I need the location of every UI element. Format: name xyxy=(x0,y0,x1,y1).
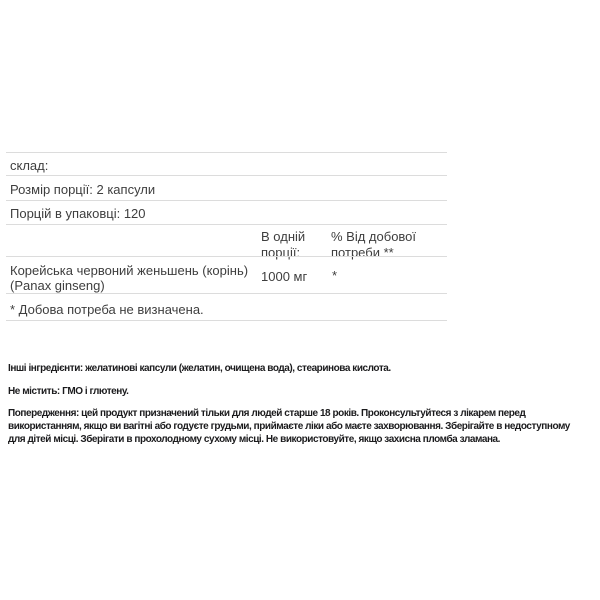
ingredient-daily-value: * xyxy=(332,268,338,283)
warning-line-1: Попередження: цей продукт призначений тільки для людей старше 18 років. Проконсультуйтеся з лікарем перед xyxy=(8,408,526,419)
servings-per-container-text: Порцій в упаковці: 120 xyxy=(10,206,146,221)
table-row-composition xyxy=(6,152,447,175)
warning-line-3: для дітей місці. Зберігати в прохолодному сухому місці. Не використовуйте, якщо захисна пломба зламана. xyxy=(8,434,500,445)
product-details-text xyxy=(8,362,598,446)
warning-text xyxy=(8,407,598,446)
col-header-per-serving: В одній порції: xyxy=(261,229,306,260)
warning-line-2: використанням, якщо ви вагітні або годуєте грудьми, приймаєте ліки або маєте захворювання. Зберігайте в недоступному xyxy=(8,421,570,432)
table-row-servings-per-container xyxy=(6,200,447,224)
supplement-facts-table xyxy=(6,152,447,321)
composition-label: склад: xyxy=(10,158,49,173)
table-row-serving-size xyxy=(6,175,447,200)
ingredient-name-line1: Корейська червоний женьшень (корінь) xyxy=(10,263,249,278)
table-footnote-row xyxy=(6,293,447,320)
other-ingredients-text: Інші інгредієнти: желатинові капсули (желатин, очищена вода), стеаринова кислота. xyxy=(8,363,391,374)
footnote-text: * Добова потреба не визначена. xyxy=(10,302,204,317)
ingredient-name xyxy=(6,257,256,293)
ingredient-amount: 1000 мг xyxy=(261,269,308,284)
table-header-row xyxy=(6,224,447,260)
col-header-daily-value: % Від добової потреби ** xyxy=(331,229,417,260)
table-row-ingredient xyxy=(6,256,447,293)
ingredient-name-line2: (Panax ginseng) xyxy=(10,278,105,293)
serving-size-text: Розмір порції: 2 капсули xyxy=(10,182,156,197)
free-of-text: Не містить: ГМО і глютену. xyxy=(8,386,129,397)
